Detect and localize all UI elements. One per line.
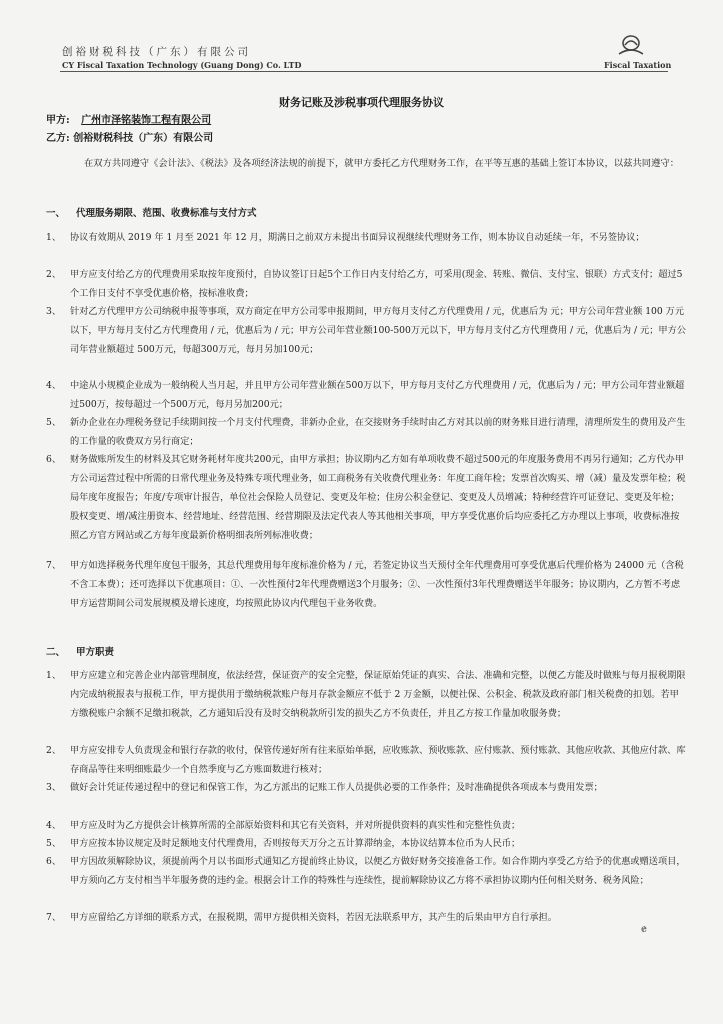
clause-number: 5、 xyxy=(46,417,62,428)
clause-text: 中途从小规模企业成为一般纳税人当月起，并且甲方公司年营业额在500万以下，甲方每月支付乙方代理费用 / 元，优惠后为 / 元；甲方公司年营业额超过500万，按每超过一个500万元，每月另加200元； xyxy=(70,380,685,410)
clause-number: 2、 xyxy=(46,269,62,280)
section-1-number: 一、 xyxy=(46,208,66,219)
clause-text: 甲方应支付给乙方的代理费用采取按年度预付，自协议签订日起5个工作日内支付给乙方，可采用(现金、转账、微信、支付宝、银联）方式支付；超过5个工作日支付不享受优惠价格，按标准收费； xyxy=(70,269,683,299)
clause-2-5 xyxy=(46,834,686,853)
clause-2-3 xyxy=(46,778,686,797)
clause-1-2 xyxy=(46,265,686,303)
clause-1-5 xyxy=(46,413,686,451)
clause-number: 5、 xyxy=(46,838,62,849)
clause-number: 1、 xyxy=(46,232,62,243)
clause-number: 6、 xyxy=(46,454,62,465)
clause-number: 3、 xyxy=(46,306,62,317)
brand-right-label: Fiscal Taxation xyxy=(604,60,672,70)
clause-1-3 xyxy=(46,302,686,359)
clause-text: 财务做账所发生的材料及其它财务耗材年度共200元，由甲方承担；协议期内乙方如有单项收费不超过500元的年度服务费用不再另行通知；乙方代办甲方公司运营过程中所需的日常代理业务及特殊专项代理业务，如工商税务有关收费代理业务：年度工商年检；发票首次购买、增（减）量及发票年检；税局年度年度报告；年度/专项审计报告，单位社会保险人员登记、变更及年检；住房公积金登记、变更及人员增减；特种经营许可证登记、变更及年检；股权变更、增/减注册资本、经营地址、经营范围、经营期限及法定代表人等其他相关事项，甲方享受优惠价后均应委托乙方办理以上事项，收费标准按照乙方官方网站或乙方每年度最新价格明细表所列标准收费； xyxy=(70,454,686,541)
party-b xyxy=(46,129,213,144)
clause-number: 7、 xyxy=(46,560,62,571)
clause-text: 甲方应建立和完善企业内部管理制度，依法经营，保证资产的安全完整，保证原始凭证的真实、合法、准确和完整，以便乙方能及时做账与每月报税期限内完成纳税报表与报税工作，甲方提供用于缴纳税款账户每月存款金额应不低于 2 万金额，以便社保、公积金、税款及政府部门相关税费的扣划。若甲方缴税账户余额不足缴扣税款，乙方通知后没有及时交纳税款所引发的损失乙方不负责任，并且乙方按工作量加收服务费； xyxy=(70,670,686,719)
company-name-cn: 创裕财税科技（广东）有限公司 xyxy=(62,46,251,58)
clause-text: 新办企业在办理税务登记手续期间按一个月支付代理费，非新办企业，在交接财务手续时由乙方对其以前的财务账目进行清理，清理所发生的费用及产生的工作量的收费双方另行商定； xyxy=(70,417,686,447)
clause-2-1 xyxy=(46,666,686,723)
clause-1-7 xyxy=(46,556,686,613)
party-b-name: 创裕财税科技（广东）有限公司 xyxy=(73,133,214,144)
handwritten-mark: ɇ xyxy=(641,924,647,935)
header-divider xyxy=(60,71,668,72)
clause-2-7 xyxy=(46,908,686,927)
clause-number: 3、 xyxy=(46,782,62,793)
party-a xyxy=(46,111,219,126)
section-1-heading xyxy=(46,205,257,219)
clause-text: 甲方应及时为乙方提供会计核算所需的全部原始资料和其它有关资料，并对所提供资料的真实性和完整性负责； xyxy=(70,820,521,831)
section-2-number: 二、 xyxy=(46,647,66,658)
clause-2-4 xyxy=(46,816,686,835)
party-b-label: 乙方: xyxy=(46,133,70,144)
clause-number: 6、 xyxy=(46,856,62,867)
clause-text: 甲方应留给乙方详细的联系方式，在报税期，需甲方提供相关资料，若因无法联系甲方，其产生的后果由甲方自行承担。 xyxy=(70,912,557,923)
clause-1-6 xyxy=(46,450,686,545)
company-logo-icon xyxy=(617,34,645,58)
section-1-title: 代理服务期限、范围、收费标准与支付方式 xyxy=(76,208,257,219)
party-a-label: 甲方: xyxy=(46,115,70,126)
clause-text: 协议有效期从 2019 年 1 月至 2021 年 12 月，期满日之前双方未提出书面异议视继续代理财务工作，则本协议自动延续一年，不另签协议； xyxy=(70,232,645,243)
clause-number: 1、 xyxy=(46,670,62,681)
clause-2-6 xyxy=(46,852,686,890)
clause-number: 2、 xyxy=(46,745,62,756)
intro-paragraph: 在双方共同遵守《会计法》、《税法》及各项经济法规的前提下，就甲方委托乙方代理财务工作，在平等互惠的基础上签订本协议，以兹共同遵守： xyxy=(84,158,679,169)
party-a-name: 广州市泽铭装饰工程有限公司 xyxy=(81,115,212,126)
clause-text: 做好会计凭证传递过程中的登记和保管工作，为乙方派出的记账工作人员提供必要的工作条件；及时准确提供各项成本与费用发票； xyxy=(70,782,603,793)
document-title: 财务记账及涉税事项代理服务协议 xyxy=(279,96,444,109)
clause-number: 7、 xyxy=(46,912,62,923)
clause-number: 4、 xyxy=(46,380,62,391)
company-name-en: CY Fiscal Taxation Technology (Guang Dong) Co. LTD xyxy=(62,60,302,70)
section-2-heading xyxy=(46,644,115,658)
clause-number: 4、 xyxy=(46,820,62,831)
clause-text: 甲方应安排专人负责现金和银行存款的收付，保管传递好所有往来原始单据，应收账款、预收账款、应付账款、预付账款、其他应收款、其他应付款、库存商品等往来明细账最少一个自然季度与乙方账面数进行核对； xyxy=(70,745,686,775)
clause-1-4 xyxy=(46,376,686,414)
clause-1-1 xyxy=(46,228,686,247)
clause-text: 甲方因故须解除协议，须提前两个月以书面形式通知乙方提前终止协议，以便乙方做好财务交接准备工作。如合作期内享受乙方给予的优惠或赠送项目，甲方须向乙方支付相当半年服务费的违约金。根据会计工作的特殊性与连续性，提前解除协议乙方将不承担协议期内任何相关财务、税务风险； xyxy=(70,856,686,886)
clause-text: 甲方应按本协议规定及时足额地支付代理费用，否则按每天万分之五计算滞纳金，本协议结算本位币为人民币； xyxy=(70,838,521,849)
section-2-title: 甲方职责 xyxy=(76,647,115,658)
clause-text: 甲方如选择税务代理年度包干服务，其总代理费用每年度标准价格为 / 元，若签定协议当天预付全年代理费用可享受优惠后代理价格为 24000 元（含税不含工本费）；还可选择以下优惠项目：①、一次性预付2年代理费赠送3个月服务；②、一次性预付3年代理费赠送半年服务；协议期内，乙方暂不考虑甲方运营期间公司发展规模及增长速度，均按照此协议内代理包干业务收费。 xyxy=(70,560,684,609)
clause-2-2 xyxy=(46,741,686,779)
clause-text: 针对乙方代理甲方公司纳税申报等事项，双方商定在甲方公司零申报期间，甲方每月支付乙方代理费用 / 元，优惠后为 元；甲方公司年营业额 100 万元以下，甲方每月支付乙方代理费用 / 元，优惠后为 / 元；甲方公司年营业额100-500万元以下，甲方每月支付乙方代理费用 / 元，优惠后为 / 元；甲方公司年营业额超过 500万元，每超300万元，每月另加100元； xyxy=(70,306,686,355)
